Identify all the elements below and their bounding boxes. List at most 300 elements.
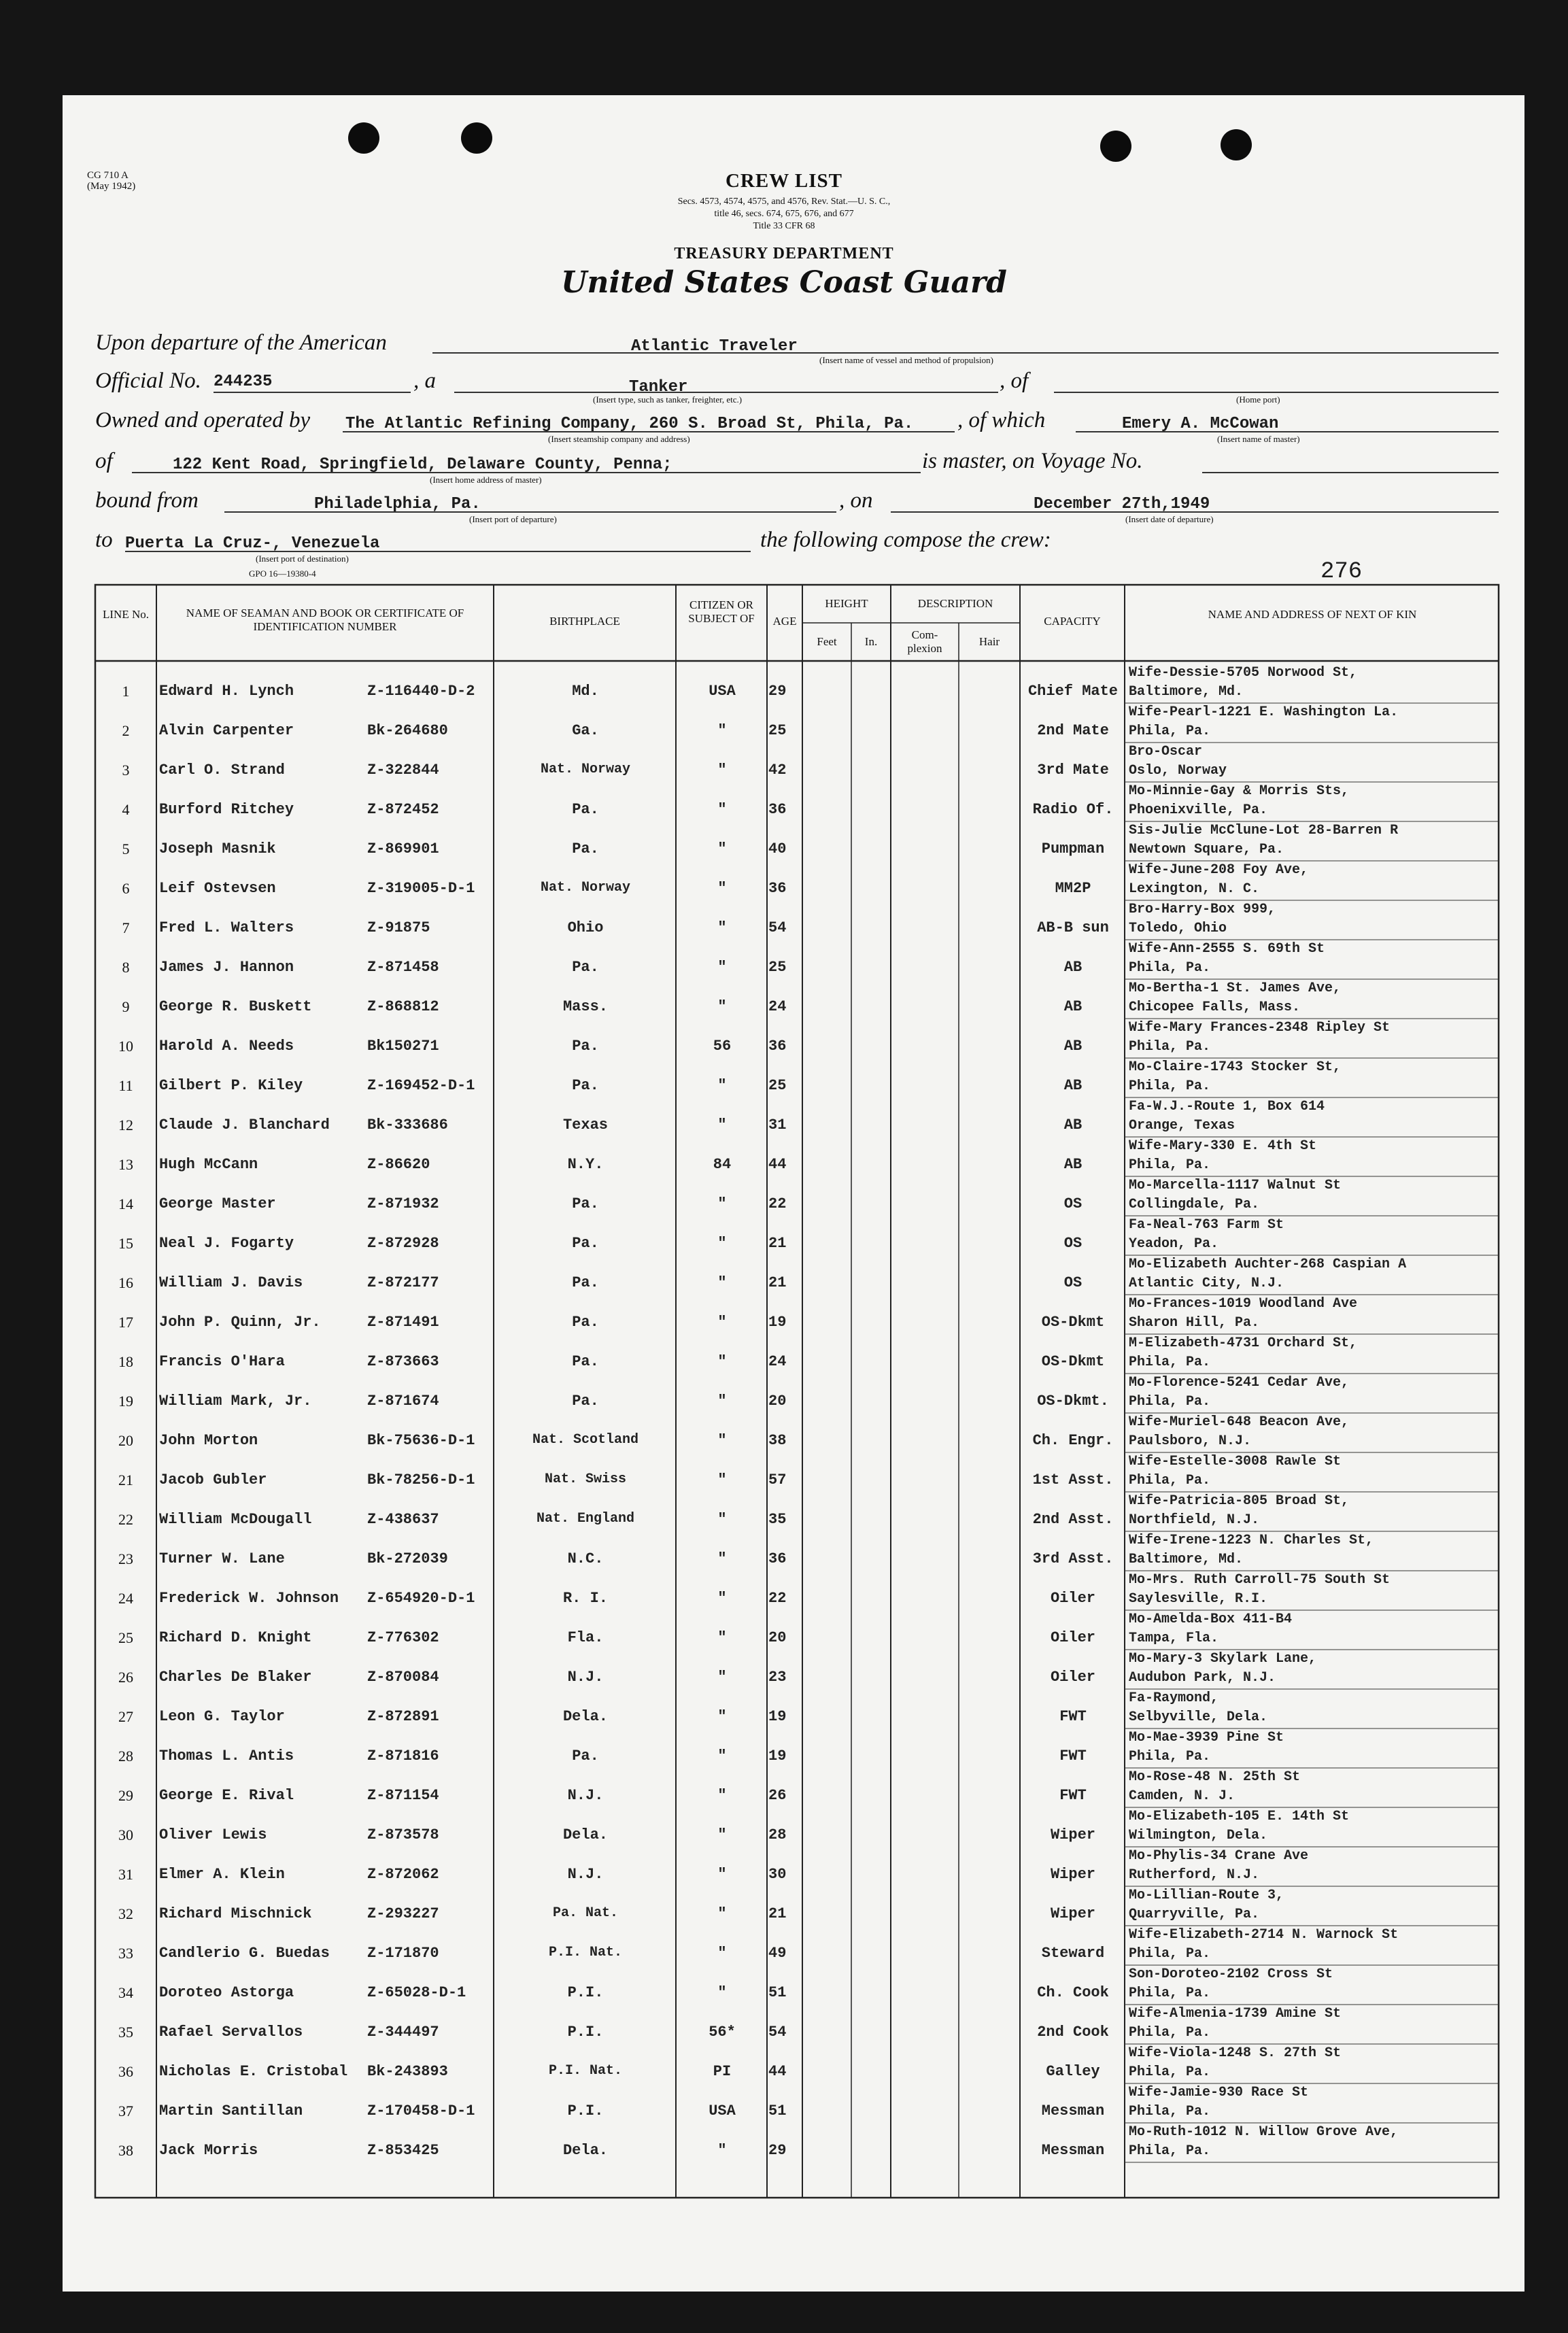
age: 24 (768, 998, 787, 1015)
citizenship: " (717, 1393, 727, 1410)
age: 49 (768, 1945, 787, 1962)
hint-port-destination: (Insert port of destination) (256, 554, 349, 564)
hint-port-departure: (Insert port of departure) (469, 514, 557, 524)
next-of-kin-name: Fa-W.J.-Route 1, Box 614 (1129, 1099, 1325, 1114)
certificate-number: Z-873663 (367, 1353, 439, 1370)
seaman-name: Martin Santillan (159, 2102, 303, 2119)
line-number: 5 (122, 840, 130, 857)
header-height: HEIGHT (825, 597, 868, 610)
line-number: 36 (118, 2063, 133, 2080)
seaman-name: Francis O'Hara (159, 1353, 285, 1370)
birthplace: Pa. Nat. (552, 1905, 618, 1921)
age: 36 (768, 801, 787, 818)
hint-date: (Insert date of departure) (1125, 514, 1214, 524)
next-of-kin-name: Sis-Julie McClune-Lot 28-Barren R (1129, 823, 1399, 838)
age: 22 (768, 1195, 787, 1212)
line-number: 18 (118, 1353, 133, 1370)
official-no-label: Official No. (95, 369, 201, 393)
line-number: 9 (122, 998, 130, 1015)
hint-home-address: (Insert home address of master) (430, 475, 542, 485)
next-of-kin-name: Wife-Elizabeth-2714 N. Warnock St (1129, 1927, 1399, 1943)
capacity: 2nd Mate (1037, 722, 1109, 739)
form-title: CREW LIST (725, 170, 843, 192)
seaman-name: Richard Mischnick (159, 1905, 312, 1922)
line-number: 6 (122, 880, 130, 897)
statute-line: title 46, secs. 674, 675, 676, and 677 (714, 209, 854, 219)
birthplace: Nat. Scotland (532, 1432, 639, 1448)
citizenship: " (717, 1511, 727, 1528)
header-feet: Feet (817, 635, 837, 648)
agency-name: United States Coast Guard (561, 265, 1007, 300)
citizenship: " (717, 1866, 727, 1883)
next-of-kin-name: Mo-Claire-1743 Stocker St, (1129, 1059, 1342, 1075)
certificate-number: Z-344497 (367, 2024, 439, 2041)
certificate-number: Z-171870 (367, 1945, 439, 1962)
certificate-number: Z-872928 (367, 1235, 439, 1252)
line-number: 33 (118, 1945, 133, 1962)
certificate-number: Z-868812 (367, 998, 439, 1015)
birthplace: Pa. (572, 1235, 599, 1252)
citizenship: " (717, 1353, 727, 1370)
line-number: 20 (118, 1432, 133, 1449)
capacity: OS-Dkmt (1041, 1353, 1105, 1370)
age: 35 (768, 1511, 787, 1528)
capacity: OS (1063, 1195, 1083, 1212)
citizenship: " (717, 1117, 727, 1134)
age: 28 (768, 1826, 787, 1843)
certificate-number: Z-869901 (367, 840, 439, 857)
birthplace: P.I. (567, 2102, 604, 2119)
capacity: Oiler (1050, 1629, 1095, 1646)
next-of-kin-address: Orange, Texas (1129, 1118, 1235, 1134)
age: 54 (768, 2024, 787, 2041)
citizenship: " (717, 959, 727, 976)
capacity: FWT (1059, 1787, 1087, 1804)
next-of-kin-address: Collingdale, Pa. (1129, 1197, 1260, 1212)
certificate-number: Z-872452 (367, 801, 439, 818)
seaman-name: George R. Buskett (159, 998, 312, 1015)
age: 42 (768, 762, 787, 779)
certificate-number: Z-873578 (367, 1826, 439, 1843)
birthplace: P.I. (567, 1984, 604, 2001)
to-label: to (95, 528, 113, 552)
next-of-kin-address: Phila, Pa. (1129, 1078, 1211, 1094)
capacity: AB (1063, 998, 1083, 1015)
citizenship: " (717, 722, 727, 739)
next-of-kin-name: Son-Doroteo-2102 Cross St (1129, 1966, 1333, 1982)
next-of-kin-name: Mo-Marcella-1117 Walnut St (1129, 1178, 1342, 1193)
next-of-kin-address: Selbyville, Dela. (1129, 1709, 1268, 1725)
line-number: 17 (118, 1314, 133, 1331)
seaman-name: Joseph Masnik (159, 840, 276, 857)
birthplace: N.J. (567, 1669, 604, 1686)
capacity: OS (1063, 1235, 1083, 1252)
age: 20 (768, 1629, 787, 1646)
birthplace: N.J. (567, 1866, 604, 1883)
seaman-name: Fred L. Walters (159, 919, 294, 936)
certificate-number: Z-871816 (367, 1748, 439, 1765)
age: 25 (768, 722, 787, 739)
vessel-type: Tanker (629, 378, 688, 396)
certificate-number: Z-116440-D-2 (367, 683, 475, 700)
birthplace: Nat. Swiss (544, 1471, 627, 1487)
age: 44 (768, 2063, 787, 2080)
citizenship: " (717, 2142, 727, 2159)
hint-home-port: (Home port) (1236, 394, 1280, 405)
next-of-kin-name: Mo-Minnie-Gay & Morris Sts, (1129, 783, 1350, 799)
birthplace: N.J. (567, 1787, 604, 1804)
next-of-kin-name: Mo-Mae-3939 Pine St (1129, 1730, 1284, 1746)
port-of-destination: Puerta La Cruz-, Venezuela (125, 534, 380, 553)
vessel-name: Atlantic Traveler (631, 337, 798, 356)
certificate-number: Z-169452-D-1 (367, 1077, 475, 1094)
seaman-name: Gilbert P. Kiley (159, 1077, 303, 1094)
seaman-name: Elmer A. Klein (159, 1866, 285, 1883)
capacity: 3rd Mate (1037, 762, 1109, 779)
next-of-kin-address: Phila, Pa. (1129, 1749, 1211, 1765)
line-number: 26 (118, 1669, 133, 1686)
line-number: 19 (118, 1393, 133, 1410)
header-citizen: CITIZEN OR SUBJECT OF (688, 598, 755, 625)
line-number: 4 (122, 801, 130, 818)
next-of-kin-address: Phila, Pa. (1129, 1355, 1211, 1370)
next-of-kin-address: Yeadon, Pa. (1129, 1236, 1219, 1252)
certificate-number: Z-871674 (367, 1393, 439, 1410)
line-number: 23 (118, 1550, 133, 1567)
citizenship: " (717, 1077, 727, 1094)
birthplace: Mass. (562, 998, 608, 1015)
capacity: Messman (1041, 2142, 1105, 2159)
seaman-name: Hugh McCann (159, 1156, 258, 1173)
seaman-name: Edward H. Lynch (159, 683, 294, 700)
age: 30 (768, 1866, 787, 1883)
capacity: 2nd Asst. (1032, 1511, 1114, 1528)
of-address-label: of (95, 449, 113, 473)
capacity: Wiper (1050, 1826, 1095, 1843)
header-next-of-kin: NAME AND ADDRESS OF NEXT OF KIN (1208, 608, 1417, 621)
departure-date: December 27th,1949 (1034, 495, 1210, 513)
citizenship: " (717, 1905, 727, 1922)
birthplace: N.C. (567, 1550, 604, 1567)
birthplace: Pa. (572, 1077, 599, 1094)
hint-vessel: (Insert name of vessel and method of propulsion) (819, 355, 993, 365)
seaman-name: Candlerio G. Buedas (159, 1945, 330, 1962)
certificate-number: Bk150271 (367, 1038, 439, 1055)
age: 51 (768, 2102, 787, 2119)
next-of-kin-name: Wife-Irene-1223 N. Charles St, (1129, 1533, 1374, 1548)
statute-line: Secs. 4573, 4574, 4575, and 4576, Rev. Stat.—U. S. C., (677, 197, 891, 207)
age: 21 (768, 1274, 787, 1291)
capacity: AB-B sun (1037, 919, 1109, 936)
official-no-value: 244235 (214, 373, 273, 391)
age: 36 (768, 880, 787, 897)
birthplace: Dela. (562, 1826, 608, 1843)
next-of-kin-address: Atlantic City, N.J. (1129, 1276, 1284, 1291)
age: 19 (768, 1748, 787, 1765)
certificate-number: Z-776302 (367, 1629, 439, 1646)
next-of-kin-name: Mo-Elizabeth Auchter-268 Caspian A (1129, 1257, 1407, 1272)
header-capacity: CAPACITY (1044, 615, 1101, 628)
certificate-number: Z-872891 (367, 1708, 439, 1725)
citizenship: " (717, 840, 727, 857)
next-of-kin-name: Wife-Ann-2555 S. 69th St (1129, 941, 1325, 957)
page-number: 276 (1320, 559, 1363, 585)
master-address: 122 Kent Road, Springfield, Delaware County, Penna; (173, 456, 672, 474)
citizenship: " (717, 1314, 727, 1331)
seaman-name: Frederick W. Johnson (159, 1590, 339, 1607)
citizenship: " (717, 1471, 727, 1488)
line-number: 7 (122, 919, 130, 936)
next-of-kin-name: Mo-Elizabeth-105 E. 14th St (1129, 1809, 1350, 1824)
citizenship: " (717, 1195, 727, 1212)
birthplace: Pa. (572, 1274, 599, 1291)
capacity: AB (1063, 1117, 1083, 1134)
next-of-kin-address: Phila, Pa. (1129, 2104, 1211, 2119)
birthplace: Pa. (572, 1353, 599, 1370)
certificate-number: Bk-75636-D-1 (367, 1432, 475, 1449)
birthplace: Pa. (572, 1393, 599, 1410)
citizenship: 56* (709, 2024, 736, 2041)
capacity: AB (1063, 1156, 1083, 1173)
next-of-kin-address: Wilmington, Dela. (1129, 1828, 1268, 1843)
capacity: AB (1063, 1038, 1083, 1055)
birthplace: Nat. Norway (540, 762, 631, 777)
age: 25 (768, 1077, 787, 1094)
age: 20 (768, 1393, 787, 1410)
capacity: Messman (1041, 2102, 1105, 2119)
age: 29 (768, 2142, 787, 2159)
next-of-kin-address: Oslo, Norway (1129, 763, 1227, 779)
statute-line: Title 33 CFR 68 (753, 221, 815, 231)
certificate-number: Bk-264680 (367, 722, 448, 739)
age: 44 (768, 1156, 787, 1173)
capacity: AB (1063, 959, 1083, 976)
next-of-kin-address: Phila, Pa. (1129, 2143, 1211, 2159)
next-of-kin-name: Wife-Almenia-1739 Amine St (1129, 2006, 1342, 2022)
birthplace: Dela. (562, 2142, 608, 2159)
form-number-text: CG 710 A (87, 170, 129, 181)
hint-company: (Insert steamship company and address) (548, 434, 690, 444)
certificate-number: Z-853425 (367, 2142, 439, 2159)
citizenship: " (717, 801, 727, 818)
seaman-name: Jacob Gubler (159, 1471, 267, 1488)
next-of-kin-address: Phila, Pa. (1129, 1986, 1211, 2001)
capacity: Ch. Cook (1037, 1984, 1109, 2001)
next-of-kin-name: Mo-Lillian-Route 3, (1129, 1888, 1284, 1903)
citizenship: " (717, 1590, 727, 1607)
capacity: Pumpman (1041, 840, 1105, 857)
line-number: 1 (122, 683, 130, 700)
port-of-departure: Philadelphia, Pa. (314, 495, 481, 513)
capacity: AB (1063, 1077, 1083, 1094)
line-number: 32 (118, 1905, 133, 1922)
next-of-kin-name: Mo-Rose-48 N. 25th St (1129, 1769, 1301, 1785)
capacity: Chief Mate (1027, 683, 1119, 700)
birthplace: Nat. Norway (540, 880, 631, 896)
capacity: Steward (1041, 1945, 1105, 1962)
hint-master: (Insert name of master) (1217, 434, 1300, 444)
next-of-kin-address: Newtown Square, Pa. (1129, 842, 1284, 857)
age: 26 (768, 1787, 787, 1804)
citizenship: " (717, 1235, 727, 1252)
line-number: 16 (118, 1274, 133, 1291)
line-number: 8 (122, 959, 130, 976)
certificate-number: Z-871458 (367, 959, 439, 976)
certificate-number: Z-870084 (367, 1669, 439, 1686)
seaman-name: Leon G. Taylor (159, 1708, 285, 1725)
next-of-kin-name: Mo-Mrs. Ruth Carroll-75 South St (1129, 1572, 1391, 1588)
next-of-kin-name: Wife-June-208 Foy Ave, (1129, 862, 1309, 878)
seaman-name: Nicholas E. Cristobal (159, 2063, 348, 2080)
header-age: AGE (772, 615, 797, 628)
certificate-number: Z-654920-D-1 (367, 1590, 475, 1607)
seaman-name: James J. Hannon (159, 959, 294, 976)
capacity: OS-Dkmt. (1037, 1393, 1109, 1410)
header-line-no: LINE No. (103, 608, 149, 621)
next-of-kin-name: Mo-Frances-1019 Woodland Ave (1129, 1296, 1358, 1312)
citizenship: 84 (713, 1156, 732, 1173)
citizenship: " (717, 1274, 727, 1291)
certificate-number: Z-91875 (367, 919, 430, 936)
line-number: 38 (118, 2142, 133, 2159)
age: 25 (768, 959, 787, 976)
next-of-kin-address: Phila, Pa. (1129, 1039, 1211, 1055)
age: 38 (768, 1432, 787, 1449)
citizenship: " (717, 1826, 727, 1843)
capacity: FWT (1059, 1708, 1087, 1725)
line-number: 35 (118, 2024, 133, 2041)
next-of-kin-name: Wife-Muriel-648 Beacon Ave, (1129, 1414, 1350, 1430)
certificate-number: Z-872177 (367, 1274, 439, 1291)
citizenship: " (717, 880, 727, 897)
certificate-number: Z-871932 (367, 1195, 439, 1212)
certificate-number: Z-65028-D-1 (367, 1984, 466, 2001)
next-of-kin-name: Wife-Mary Frances-2348 Ripley St (1129, 1020, 1391, 1036)
certificate-number: Bk-272039 (367, 1550, 448, 1567)
seaman-name: Burford Ritchey (159, 801, 294, 818)
birthplace: Fla. (567, 1629, 604, 1646)
next-of-kin-address: Phila, Pa. (1129, 960, 1211, 976)
line-number: 25 (118, 1629, 133, 1646)
line-number: 31 (118, 1866, 133, 1883)
seaman-name: Doroteo Astorga (159, 1984, 294, 2001)
capacity: Ch. Engr. (1032, 1432, 1114, 1449)
next-of-kin-address: Lexington, N. C. (1129, 881, 1260, 897)
next-of-kin-address: Quarryville, Pa. (1129, 1907, 1260, 1922)
of-label: , of (1000, 369, 1029, 393)
next-of-kin-address: Toledo, Ohio (1129, 921, 1227, 936)
birthplace: Pa. (572, 1038, 599, 1055)
certificate-number: Z-322844 (367, 762, 439, 779)
age: 36 (768, 1550, 787, 1567)
line-number: 30 (118, 1826, 133, 1843)
line-number: 37 (118, 2102, 133, 2119)
citizenship: " (717, 1432, 727, 1449)
citizenship: USA (709, 2102, 736, 2119)
master-name: Emery A. McCowan (1122, 415, 1279, 433)
citizenship: " (717, 1669, 727, 1686)
line-number: 29 (118, 1787, 133, 1804)
departure-label: Upon departure of the American (95, 330, 387, 355)
citizenship: PI (713, 2063, 732, 2080)
seaman-name: Alvin Carpenter (159, 722, 294, 739)
age: 31 (768, 1117, 787, 1134)
next-of-kin-name: Mo-Florence-5241 Cedar Ave, (1129, 1375, 1350, 1391)
next-of-kin-name: Fa-Raymond, (1129, 1690, 1219, 1706)
next-of-kin-name: Wife-Dessie-5705 Norwood St, (1129, 665, 1358, 681)
next-of-kin-address: Paulsboro, N.J. (1129, 1433, 1252, 1449)
next-of-kin-address: Phila, Pa. (1129, 1946, 1211, 1962)
next-of-kin-name: Mo-Mary-3 Skylark Lane, (1129, 1651, 1317, 1667)
seaman-name: Thomas L. Antis (159, 1748, 294, 1765)
capacity: 2nd Cook (1037, 2024, 1109, 2041)
birthplace: P.I. (567, 2024, 604, 2041)
capacity: Radio Of. (1032, 801, 1114, 818)
line-number: 21 (118, 1471, 133, 1488)
citizenship: USA (709, 683, 736, 700)
age: 24 (768, 1353, 787, 1370)
next-of-kin-address: Rutherford, N.J. (1129, 1867, 1260, 1883)
next-of-kin-name: Wife-Jamie-930 Race St (1129, 2085, 1309, 2100)
birthplace: Md. (572, 683, 599, 700)
seaman-name: William McDougall (159, 1511, 312, 1528)
next-of-kin-address: Phila, Pa. (1129, 723, 1211, 739)
line-number: 11 (118, 1077, 133, 1094)
birthplace: Pa. (572, 801, 599, 818)
birthplace: R. I. (562, 1590, 608, 1607)
birthplace: Pa. (572, 1314, 599, 1331)
line-number: 27 (118, 1708, 133, 1725)
seaman-name: Neal J. Fogarty (159, 1235, 294, 1252)
next-of-kin-address: Phila, Pa. (1129, 2025, 1211, 2041)
next-of-kin-name: Wife-Estelle-3008 Rawle St (1129, 1454, 1342, 1469)
age: 22 (768, 1590, 787, 1607)
age: 54 (768, 919, 787, 936)
capacity: OS-Dkmt (1041, 1314, 1105, 1331)
line-number: 14 (118, 1195, 133, 1212)
owned-label: Owned and operated by (95, 408, 311, 432)
certificate-number: Z-871491 (367, 1314, 439, 1331)
next-of-kin-name: Mo-Ruth-1012 N. Willow Grove Ave, (1129, 2124, 1399, 2140)
next-of-kin-address: Sharon Hill, Pa. (1129, 1315, 1260, 1331)
next-of-kin-address: Chicopee Falls, Mass. (1129, 1000, 1301, 1015)
header-in: In. (864, 635, 878, 648)
seaman-name: Rafael Servallos (159, 2024, 303, 2041)
age: 29 (768, 683, 787, 700)
gpo-number: GPO 16—19380-4 (249, 568, 316, 579)
header-description: DESCRIPTION (917, 597, 993, 610)
next-of-kin-name: Mo-Amelda-Box 411-B4 (1129, 1612, 1293, 1627)
next-of-kin-address: Phoenixville, Pa. (1129, 802, 1268, 818)
capacity: FWT (1059, 1748, 1087, 1765)
line-number: 24 (118, 1590, 133, 1607)
birthplace: P.I. Nat. (548, 2063, 623, 2079)
next-of-kin-address: Phila, Pa. (1129, 1394, 1211, 1410)
birthplace: Nat. England (536, 1511, 635, 1527)
line-number: 2 (122, 722, 130, 739)
certificate-number: Z-170458-D-1 (367, 2102, 475, 2119)
capacity: Wiper (1050, 1866, 1095, 1883)
line-number: 28 (118, 1748, 133, 1765)
company-value: The Atlantic Refining Company, 260 S. Broad St, Phila, Pa. (345, 415, 914, 433)
citizenship: " (717, 1748, 727, 1765)
citizenship: " (717, 1945, 727, 1962)
capacity: 1st Asst. (1032, 1471, 1114, 1488)
line-number: 3 (122, 762, 130, 779)
next-of-kin-address: Camden, N. J. (1129, 1788, 1235, 1804)
age: 19 (768, 1314, 787, 1331)
hint-type: (Insert type, such as tanker, freighter, etc.) (593, 394, 743, 405)
